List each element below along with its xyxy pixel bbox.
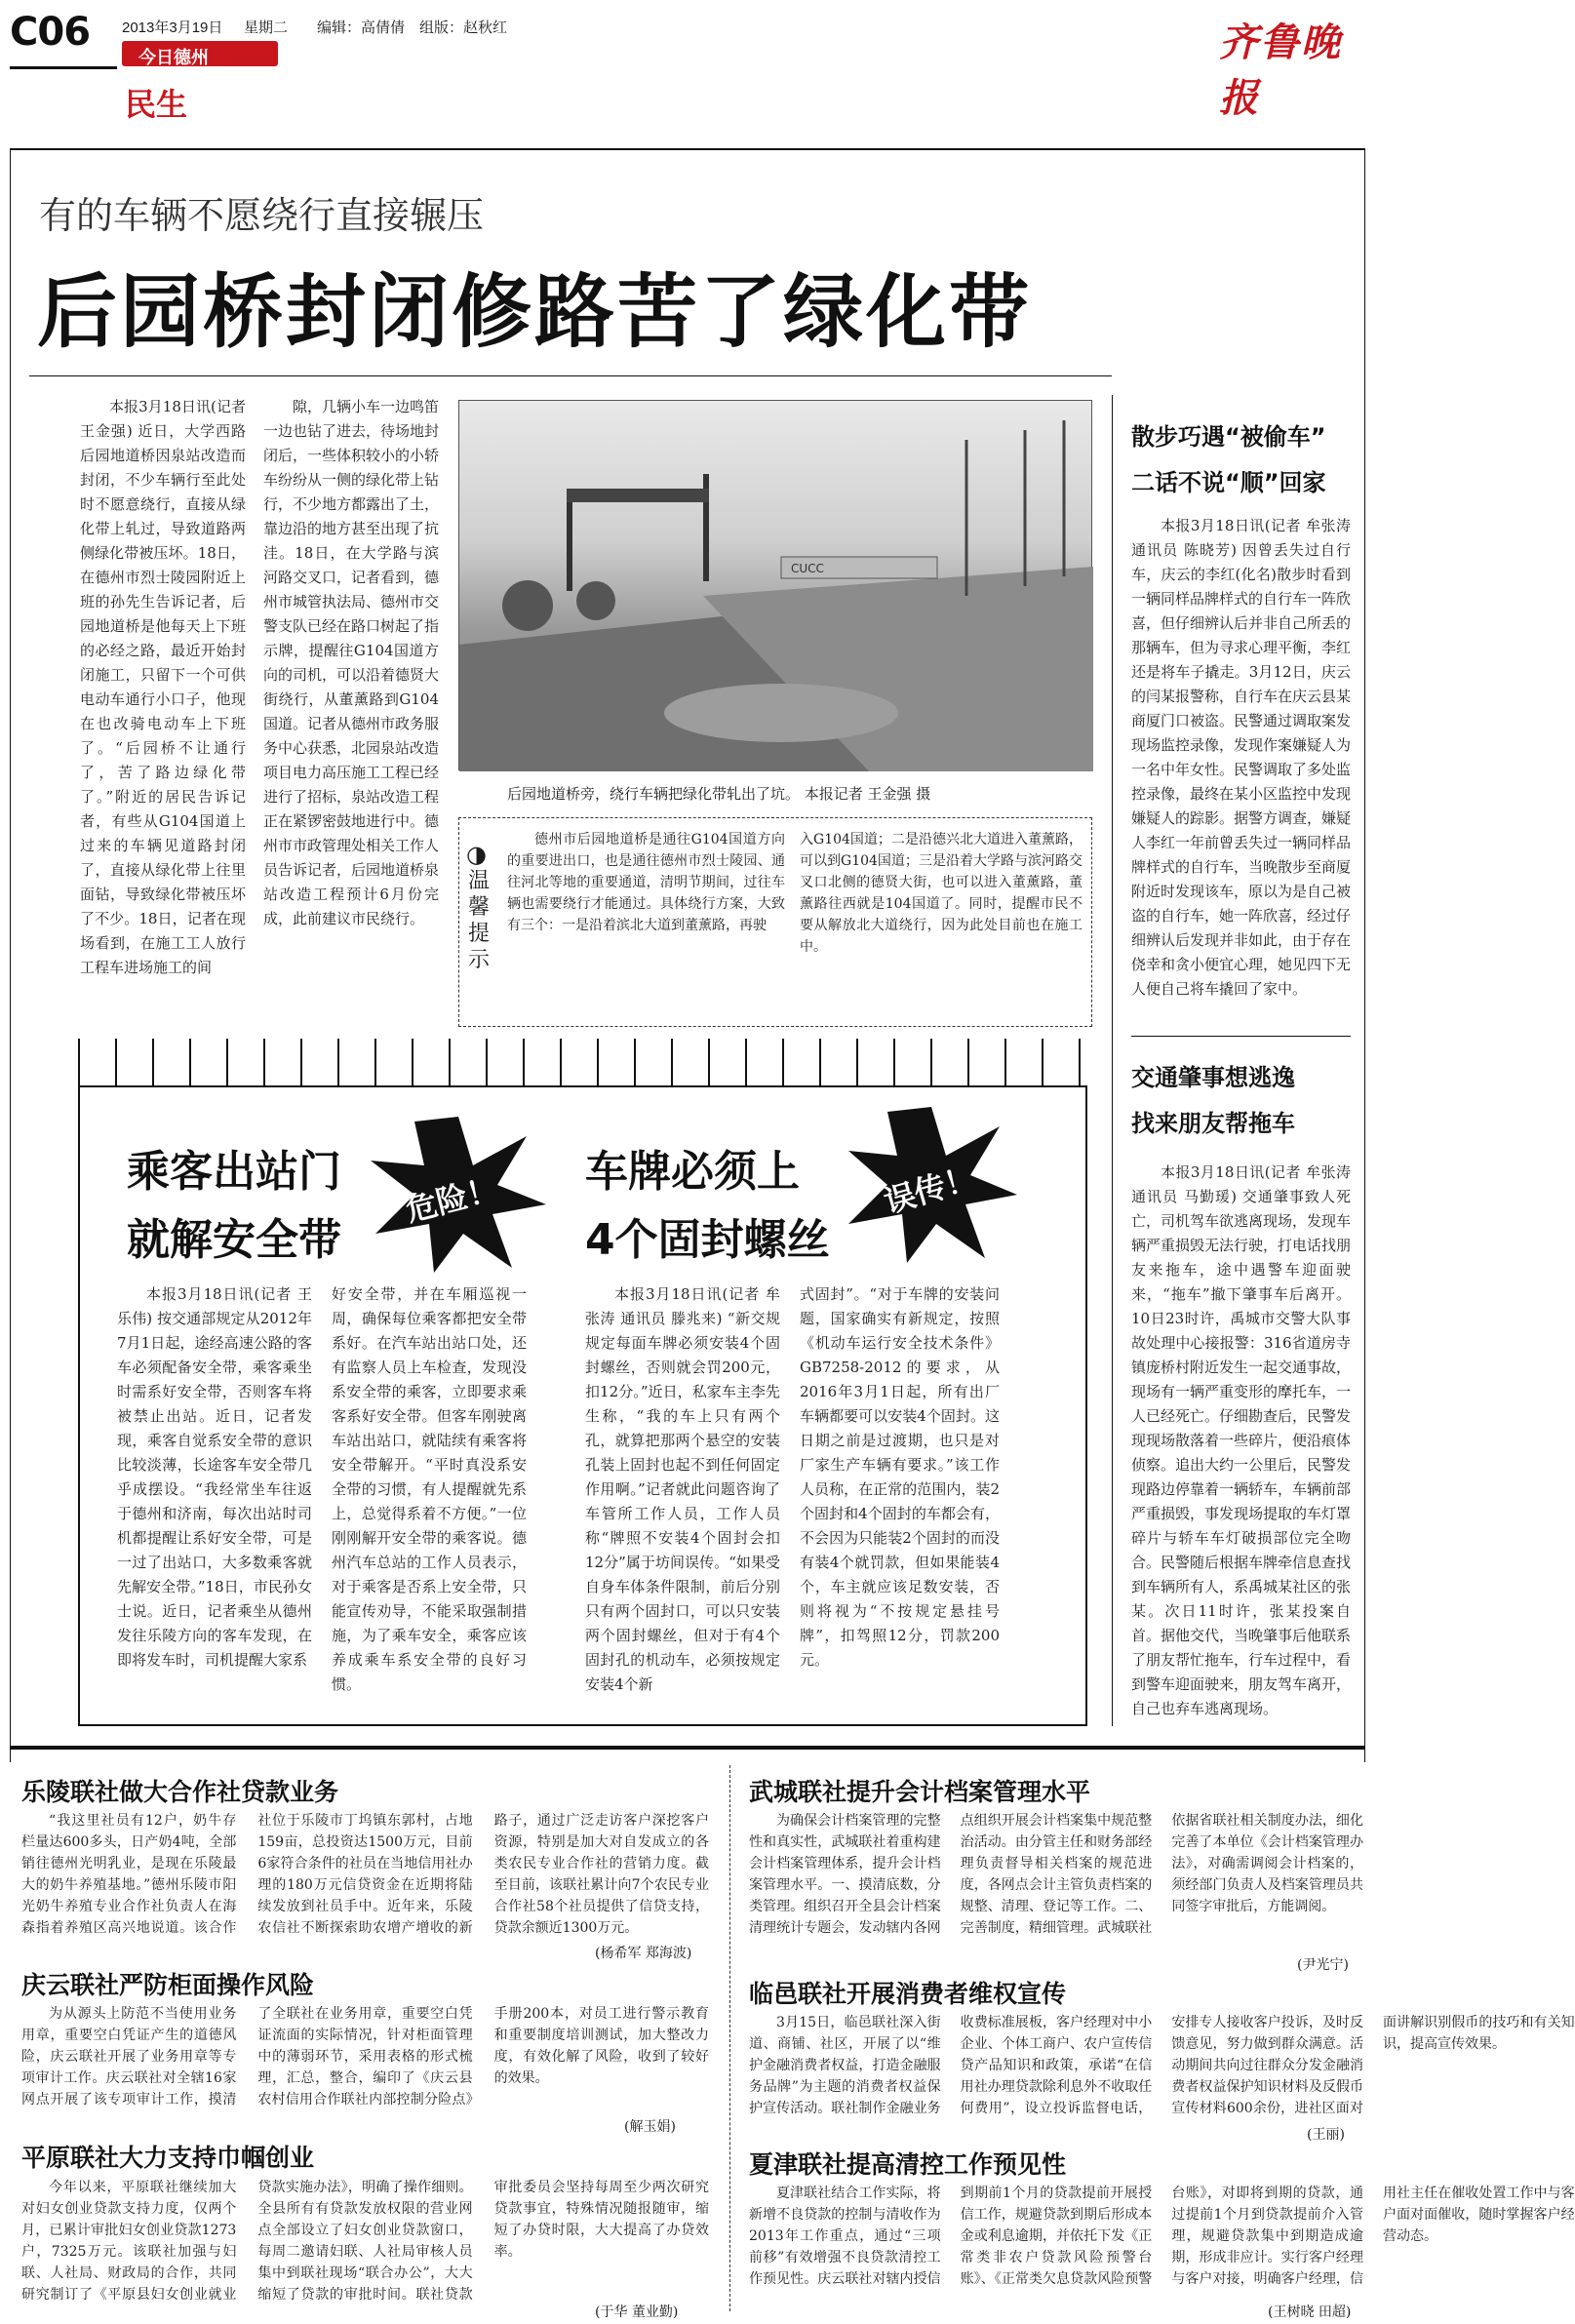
section-tag-label: 今日德州 bbox=[138, 48, 209, 68]
b2-title: 临邑联社开展消费者维权宣传 bbox=[749, 1980, 1067, 2008]
notebook-header-bar bbox=[78, 1085, 1087, 1087]
tip-icon: ◑ bbox=[466, 841, 487, 868]
right-column-divider bbox=[1112, 395, 1113, 1726]
lead-kicker: 有的车辆不愿绕行直接辗压 bbox=[39, 194, 485, 237]
lead-headline: 后园桥封闭修路苦了绿化带 bbox=[37, 266, 1033, 359]
notebook-left-title-2: 就解安全带 bbox=[127, 1215, 341, 1265]
story1-body: 本报3月18日讯(记者 牟张涛 通讯员 陈晓芳) 因曾丢失过自行车，庆云的李红(化名)散步时看到一辆同样品牌样式的自行车一阵欣喜，但仔细辨认后并非自己所丢的那辆车，但为寻求心理平衡，李红还是将车子撬走。3月12日，庆云的闫某报警称，自行车在庆云县某商厦门口被盗。民警通过调取案发现场监控录像，发现作案嫌疑人为一名中年女性。民警调取了多处监控录像，最终在某小区监控中发现嫌疑人的踪影。据警方调查，嫌疑人李红一年前曾丢失过一辆同样品牌样式的自行车，当晚散步至商厦附近时发现该车，原以为是自己被盗的自行车，她一阵欣喜，经过仔细辨认后发现并非如此，由于存在侥幸和贪小便宜心理，她见四下无人便自己将车撬回了家中。 bbox=[1131, 517, 1352, 998]
notebook-right-title-2: 4个固封螺丝 bbox=[585, 1215, 830, 1265]
story1-title-1: 散步巧遇“被偷车” bbox=[1131, 423, 1326, 451]
notebook-left-col2: 好安全带，并在车厢巡视一周，确保每位乘客都把安全带系好。在汽车站出站口处，还有监察人员上车检查，发现没系安全带的乘客，立即要求乘客系好安全带。但客车刚驶离车站出站口，就陆续有乘客将安全带解开。“平时真没系安全带的习惯，有人提醒就先系上，总觉得系着不方便。”一位刚刚解开安全带的乘客说。德州汽车总站的工作人员表示，对于乘客是否系上安全带，只能宣传劝导，不能采取强制措施，为了乘车安全，乘客应该养成乘车系安全带的良好习惯。 bbox=[332, 1285, 527, 1693]
tip-col1: 德州市后园地道桥是通往G104国道方向的重要进出口，也是通往德州市烈士陵园、通往河北等地的重要通道，清明节期间，过往车辆也需要绕行才能通过。具体绕行方案，大致有三个：一是沿着滨北大道到董薰路，再驶 bbox=[507, 832, 785, 933]
b2-body: 3月15日，临邑联社深入街道、商铺、社区，开展了以“维护金融消费者权益，打造金融服务品牌”为主题的消费者权益保护宣传活动。联社制作金融业务收费标准展板，客户经理对中小企业、个体工商户、农户宣传信贷产品知识和政策，承诺“在信用社办理贷款除利息外不收取任何费用”，设立投诉监督电话，安排专人接收客户投诉，及时反馈意见，努力做到群众满意。活动期间共向过往群众分发金融消费者权益保护知识材料及反假币宣传材料600余份，进社区面对面讲解识别假币的技巧和有关知识，提高宣传效果。 bbox=[749, 2015, 1575, 2116]
lead-photo bbox=[458, 400, 1092, 770]
notebook-left-col1: 本报3月18日讯(记者 王乐伟) 按交通部规定从2012年7月1日起，途经高速公路的客车必须配备安全带，乘客乘坐时需系好安全带，否则客车将被禁止出站。近日，记者发现，乘客自觉系安全带的意识比较淡薄，长途客车安全带几乎成摆设。“我经常坐车往返于德州和济南，每次出站时司机都提醒让系好安全带，可是一过了出站口，大多数乘客就先解安全带。”18日，市民孙女士说。近日，记者乘坐从德州发往乐陵方向的客车发现，在即将发车时，司机提醒大家系 bbox=[117, 1285, 312, 1669]
notebook-right-badge: 误传！ bbox=[880, 1159, 980, 1221]
notebook-right-col1: 本报3月18日讯(记者 牟张涛 通讯员 滕兆来) “新交规规定每面车牌必须安装4个固封螺丝，否则就会罚200元，扣12分。”近日，私家车主李先生称，“我的车上只有两个孔，就算把那两个悬空的安装孔装上固封也起不到任何固定作用啊。”记者就此问题咨询了车管所工作人员，工作人员称“牌照不安装4个固封会扣12分”属于坊间误传。“如果受自身车体条件限制，前后分别只有两个固封口，可以只安装两个固封螺丝，但对于有4个固封孔的机动车，必须按规定安装4个新 bbox=[585, 1285, 780, 1693]
frame-right bbox=[1364, 148, 1365, 1762]
bottom-band-rule bbox=[10, 1746, 1365, 1750]
issue-date: 2013年3月19日 bbox=[122, 20, 223, 36]
b3-body: 夏津联社结合工作实际，将新增不良贷款的控制与清收作为2013年工作重点，通过“三项前移”有效增强不良贷款清控工作预见性。庆云联社对辖内授信到期前1个月的贷款提前开展授信工作，规避贷款到期后形成本金或利息逾期，并依托下发《正常类非农户贷款风险预警台账》、《正常类欠息贷款风险预警台账》，对即将到期的贷款，通过提前1个月到贷款提前介入管理，规避贷款集中到期造成逾期，形成非应计。实行客户经理与客户对接，明确客户经理，信用社主任在催收处置工作中与客户面对面催收，随时掌握客户经营动态。 bbox=[749, 2186, 1575, 2287]
lead-body-col1: 本报3月18日讯(记者 王金强) 近日，大学西路后园地道桥因泉站改造而封闭，不少车辆行至此处时不愿意绕行，直接从绿化带上轧过，导致道路两侧绿化带被压坏。18日，在德州市烈士陵园附近上班的孙先生告诉记者，后园地道桥是他每天上下班的必经之路，最近开始封闭施工，只留下一个可供电动车通行小口子，他现在也改骑电动车上下班了。“后园桥不让通行了，苦了路边绿化带了。”附近的居民告诉记者，有些从G104国道上过来的车辆见道路封闭了，直接从绿化带上往里面钻，导致绿化带被压坏了不少。18日，记者在现场看到，在施工工人放行工程车进场施工的间 bbox=[80, 398, 246, 976]
a2-title: 庆云联社严防柜面操作风险 bbox=[21, 1971, 315, 1999]
b1-body: 为确保会计档案管理的完整性和真实性，武城联社着重构建会计档案管理体系，提升会计档案管理水平。一、摸清底数，分类管理。组织召开全县会计档案清理统计专题会，发动辖内各网点组织开展会计档案集中规范整治活动。由分管主任和财务部经理负责督导相关档案的规范进度，各网点会计主管负责档案的规整、清理、登记等工作。二、完善制度，精细管理。武城联社依据省联社相关制度办法，细化完善了本单位《会计档案管理办法》，对确需调阅会计档案的，须经部门负责人及档案管理员共同签字审批后，方能调阅。 bbox=[749, 1813, 1363, 1936]
editor-credit: 编辑：高倩倩 bbox=[317, 20, 406, 36]
notebook-right-title-1: 车牌必须上 bbox=[585, 1147, 800, 1197]
tip-label: 温馨提示 bbox=[468, 869, 491, 972]
a3-byline: (于华 董业勤) bbox=[595, 2304, 679, 2320]
tip-col2: 入G104国道；二是沿德兴北大道进入董薰路，可以到G104国道；三是沿着大学路与滨河路交叉口北侧的德贤大街，也可以进入董薰路，董薰路往西就是104国道了。同时，提醒市民不要从解放北大道绕行，因为此处目前也在施工中。 bbox=[800, 832, 1083, 955]
issue-weekday: 星期二 bbox=[244, 20, 289, 36]
lead-photo-caption: 后园地道桥旁，绕行车辆把绿化带轧出了坑。 本报记者 王金强 摄 bbox=[507, 785, 931, 803]
section-name: 民生 bbox=[125, 86, 188, 123]
a1-body: “我这里社员有12户，奶牛存栏量达600多头，日产奶4吨，全部销往德州光明乳业，是现在乐陵最大的奶牛养殖基地。”德州乐陵市阳光奶牛养殖专业合作社负责人在海森指着养殖区高兴地说道。该合作社位于乐陵市丁坞镇东郭村，占地159亩，总投资达1500万元，目前6家符合条件的社员在当地信用社办理的180万元信贷资金在近期将陆续发放到社员手中。近年来，乐陵农信社不断探索助农增产增收的新路子，通过广泛走访客户深挖客户资源，特别是加大对自发成立的各类农民专业合作社的营销力度。截至目前，该联社累计向7个农民专业合作社58个社员提供了信贷支持，贷款余额近1300万元。 bbox=[21, 1813, 709, 1936]
b1-title: 武城联社提升会计档案管理水平 bbox=[749, 1778, 1091, 1806]
notebook-header bbox=[78, 1039, 1087, 1087]
a1-title: 乐陵联社做大合作社贷款业务 bbox=[21, 1778, 339, 1806]
frame-top bbox=[10, 148, 1365, 150]
headline-rule bbox=[29, 375, 1112, 376]
notebook-right-col2: 式固封”。“对于车牌的安装问题，国家确实有新规定，按照《机动车运行安全技术条件》GB7258-2012的要求，从2016年3月1日起，所有出厂车辆都要可以安装4个固封。这日期之前是过渡期，也只是对厂家生产车辆有要求。”该工作人员称，在正常的范围内，装2个固封和4个固封的车都会有，不会因为只能装2个固封的而没有装4个就罚款，但如果能装4个，车主就应该足数安装，否则将视为“不按规定悬挂号牌”，扣驾照12分，罚款200元。 bbox=[800, 1285, 1000, 1669]
story2-title-1: 交通肇事想逃逸 bbox=[1131, 1064, 1295, 1091]
a1-byline: (杨希军 郑海波) bbox=[595, 1946, 692, 1961]
bottom-band-divider bbox=[729, 1765, 730, 2311]
notebook-left-title-1: 乘客出站门 bbox=[127, 1147, 341, 1197]
frame-left bbox=[10, 148, 11, 1762]
b2-byline: (王丽) bbox=[1307, 2127, 1345, 2143]
story1-title-2: 二话不说“顺”回家 bbox=[1131, 469, 1326, 496]
page-number: C06 bbox=[10, 10, 91, 55]
b3-title: 夏津联社提高清控工作预见性 bbox=[749, 2150, 1067, 2179]
a3-body: 今年以来，平原联社继续加大对妇女创业贷款支持力度，仅两个月，已累计审批妇女创业贷款1273户，7325万元。该联社加强与妇联、人社局、财政局的合作，共同研究制订了《平原县妇女创业就业贷款实施办法》，明确了操作细则。全县所有有贷款发放权限的营业网点全部设立了妇女创业贷款窗口，每周二邀请妇联、人社局审核人员集中到联社现场“联合办公”，大大缩短了贷款的审批时间。联社贷款审批委员会坚持每周至少两次研究贷款事宜，特殊情况随报随审，缩短了办贷时限，大大提高了办贷效率。 bbox=[21, 2180, 709, 2303]
b1-byline: (尹光宁) bbox=[1297, 1957, 1349, 1973]
newspaper-logo: 齐鲁晚报 bbox=[1219, 20, 1342, 121]
road-scene-graphic bbox=[459, 401, 1093, 771]
story2-body: 本报3月18日讯(记者 牟张涛 通讯员 马勤瑗) 交通肇事致人死亡，司机驾车欲逃离现场，发现车辆严重损毁无法行驶，打电话找朋友来拖车，途中遇警车迎面驶来，“拖车”撤下肇事车后离开。10日23时许，禹城市交警大队事故处理中心接报警：316省道房寺镇庞桥村附近发生一起交通事故，现场有一辆严重变形的摩托车，一人已经死亡。仔细勘查后，民警发现现场散落着一些碎片，便沿痕体侦察。追出大约一公里后，民警发现路边停靠着一辆轿车，车辆前部严重损毁，事发现场提取的车灯罩碎片与轿车车灯破损部位完全吻合。民警随后根据车牌牵信息查找到车辆所有人，系禹城某社区的张某。次日11时许，张某投案自首。据他交代，当晚肇事后他联系了朋友帮忙拖车，行车过程中，看到警车迎面驶来，朋友驾车离开，自己也弃车逃离现场。 bbox=[1131, 1163, 1352, 1717]
notebook-left-badge: 危险！ bbox=[402, 1169, 502, 1229]
a3-title: 平原联社大力支持巾帼创业 bbox=[21, 2144, 315, 2172]
a2-byline: (解玉娟) bbox=[624, 2119, 676, 2135]
story-separator bbox=[1131, 1036, 1351, 1037]
b3-byline: (王树晓 田超) bbox=[1268, 2304, 1352, 2320]
svg-text:CUCC: CUCC bbox=[791, 562, 824, 575]
story2-title-2: 找来朋友帮拖车 bbox=[1131, 1110, 1295, 1137]
a2-body: 为从源头上防范不当使用业务用章，重要空白凭证产生的道德风险，庆云联社开展了业务用章等专项审计工作。庆云联社对全辖16家网点开展了该专项审计工作，摸清了全联社在业务用章，重要空白凭证流面的实际情况，针对柜面管理中的薄弱环节，采用表格的形式梳理，汇总，整合，编印了《庆云县农村信用合作联社内部控制分险点》手册200本，对员工进行警示教育和重要制度培训测试，加大整改力度，有效化解了风险，收到了较好的效果。 bbox=[21, 2006, 709, 2107]
designer-credit: 组版：赵秋红 bbox=[419, 20, 508, 36]
lead-body-col2: 隙，几辆小车一边鸣笛一边也钻了进去，待场地封闭后，一些体积较小的小轿车纷纷从一侧的绿化带上钻行，不少地方都露出了土，靠边沿的地方甚至出现了抗洼。18日，在大学路与滨河路交叉口，记者看到，德州市城管执法局、德州市交警支队已经在路口树起了指示牌，提醒往G104国道方向的司机，可以沿着德贤大街绕行，从董薰路到G104国道。记者从德州市政务服务中心获悉，北园泉站改造项目电力高压施工工程已经进行了招标，泉站改造工程正在紧锣密鼓地进行中。德州市市政管理处相关工作人员告诉记者，后园地道桥泉站改造工程预计6月份完成，此前建议市民绕行。 bbox=[263, 398, 440, 927]
masthead-rule bbox=[10, 66, 117, 69]
